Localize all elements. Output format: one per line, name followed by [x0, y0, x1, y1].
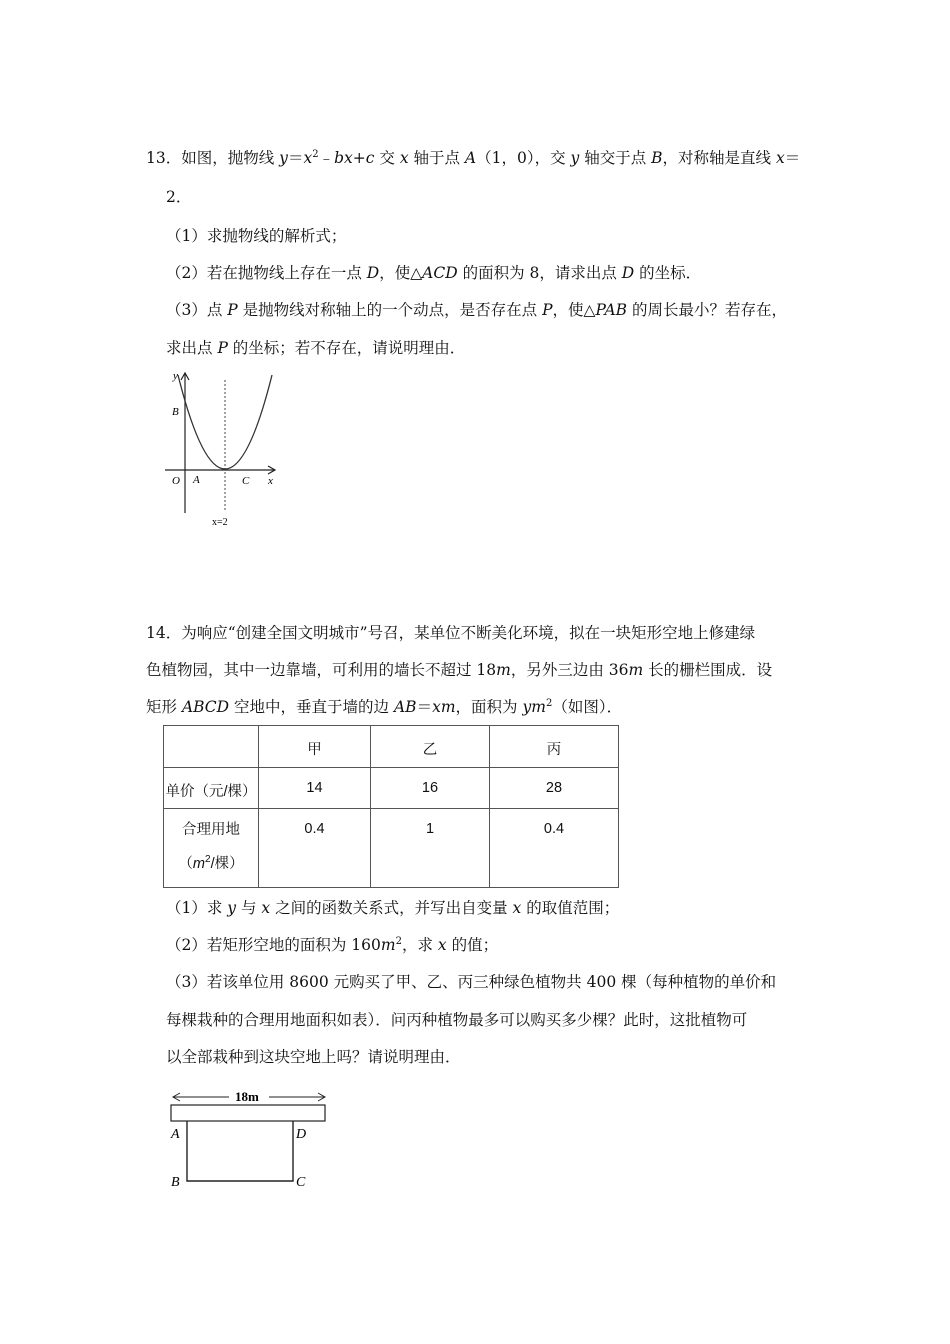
origin-label: O — [172, 475, 180, 487]
q13-line-2: 2． — [166, 188, 192, 206]
table-cell: 28 — [490, 768, 619, 809]
q14-part-3-line-3: 以全部栽种到这块空地上吗？请说明理由． — [166, 1048, 461, 1066]
q14-part-3-line-2: 每棵栽种的合理用地面积如表）．问丙种植物最多可以购买多少棵？此时，这批植物可 — [166, 1011, 748, 1029]
table-header-row — [164, 726, 619, 768]
q14-part-1: （1）求 y 与 x 之间的函数关系式，并写出自变量 x 的取值范围； — [166, 899, 620, 917]
table-header-cell — [164, 726, 259, 768]
x-axis-label: x — [268, 475, 273, 487]
wall — [171, 1105, 325, 1121]
table-cell: 14 — [259, 768, 371, 809]
q13-number: 13． — [146, 149, 182, 167]
q13-part-1: （1）求抛物线的解析式； — [166, 227, 347, 245]
q14-number: 14． — [146, 624, 182, 642]
label-d: D — [296, 1127, 307, 1142]
table-cell: 1 — [371, 809, 490, 888]
point-a-label: A — [193, 474, 200, 486]
table-row — [164, 768, 619, 809]
table-cell: 16 — [371, 768, 490, 809]
point-b-label: B — [172, 406, 179, 418]
label-c: C — [296, 1175, 306, 1190]
q13-part-3-line-1: （3）点 P 是抛物线对称轴上的一个动点，是否存在点 P，使△PAB 的周长最小？若存在， — [166, 301, 787, 319]
q13-part-2: （2）若在抛物线上存在一点 D，使△ACD 的面积为 8，请求出点 D 的坐标． — [166, 264, 702, 282]
label-b: B — [171, 1175, 180, 1190]
table-header-cell: 甲 — [259, 726, 371, 768]
q14-part-3-line-1: （3）若该单位用 8600 元购买了甲、乙、丙三种绿色植物共 400 棵（每种植物的单价和 — [166, 973, 777, 991]
symmetry-axis-label: x=2 — [212, 517, 228, 528]
rectangle-abcd — [187, 1121, 293, 1181]
q14-line-3: 矩形 ABCD 空地中，垂直于墙的边 AB＝xm，面积为 $ym^2$（如图）． — [146, 698, 623, 716]
wall-length-label: 18m — [235, 1089, 259, 1104]
q14-line-2: 色植物园，其中一边靠墙，可利用的墙长不超过 18m，另外三边由 36m 长的栅栏围成．设 — [146, 661, 773, 679]
plant-price-table — [163, 725, 619, 888]
table-row — [164, 809, 619, 888]
table-header-cell: 乙 — [371, 726, 490, 768]
garden-figure — [165, 1085, 335, 1195]
parabola-figure — [150, 365, 290, 535]
q14-line-1: 14．为响应“创建全国文明城市”号召，某单位不断美化环境，拟在一块矩形空地上修建绿 — [146, 624, 756, 642]
label-a: A — [171, 1127, 180, 1142]
table-cell: 0.4 — [490, 809, 619, 888]
point-c-label: C — [242, 475, 250, 487]
q13-part-3-line-2: 求出点 P 的坐标；若不存在，请说明理由． — [166, 339, 466, 357]
table-row-label: 单价（元/棵） — [164, 768, 259, 809]
table-header-cell: 丙 — [490, 726, 619, 768]
table-row-label: 合理用地 （$m^2/$棵） — [164, 809, 259, 888]
y-axis-label: y — [173, 370, 178, 382]
q14-part-2: （2）若矩形空地的面积为 $160m^2$，求 x 的值； — [166, 936, 499, 954]
q13-line-1: 13．如图，抛物线 $y=x^2﹣bx+c$ 交 x 轴于点 A（1，0），交 y 轴交于点 B，对称轴是直线 x＝ — [146, 149, 801, 167]
table-cell: 0.4 — [259, 809, 371, 888]
